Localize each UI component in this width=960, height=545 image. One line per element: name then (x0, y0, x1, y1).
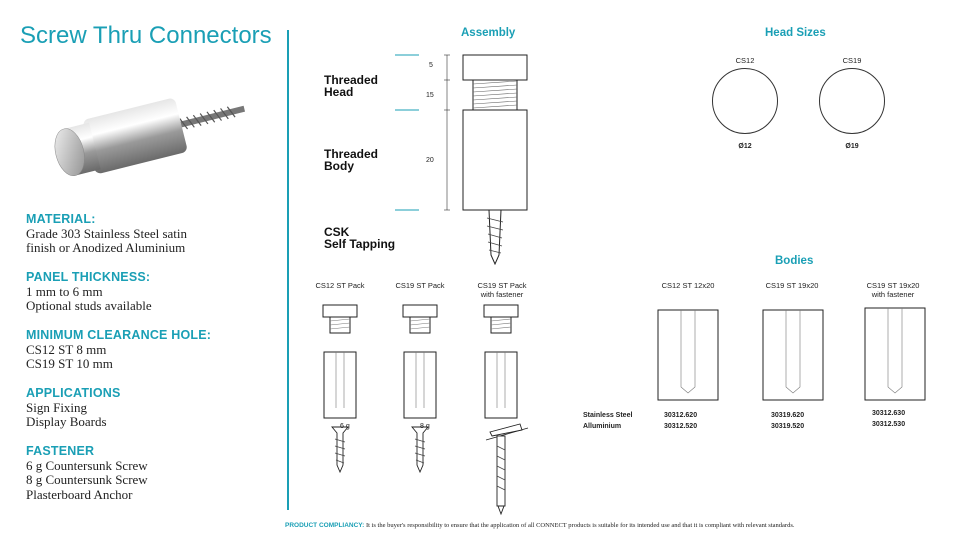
page-title: Screw Thru Connectors (20, 22, 272, 49)
pack-label: CS12 ST Pack (315, 281, 365, 290)
spec-line: 1 mm to 6 mm (26, 283, 103, 299)
spec-heading: MATERIAL: (26, 212, 96, 226)
screw-size-label: 8 g (420, 423, 430, 430)
bodies-drawing (655, 305, 935, 405)
spec-line: CS12 ST 8 mm (26, 341, 107, 357)
spec-line: Grade 303 Stainless Steel satin (26, 225, 188, 241)
assembly-drawing (393, 50, 533, 265)
body-row-labels (583, 410, 632, 432)
spec-line: 6 g Countersunk Screw (26, 457, 148, 473)
spec-fastener (26, 444, 148, 502)
compliance-label: PRODUCT COMPLIANCY: (285, 522, 365, 529)
row-label-aluminium: Alluminium (583, 423, 622, 430)
section-divider (287, 30, 289, 510)
label-threaded-head: Threaded Head (324, 73, 379, 99)
bodies-heading: Bodies (775, 255, 814, 267)
head-size-name: CS12 (735, 56, 755, 65)
compliance-footer (285, 522, 794, 529)
product-code: 30312.520 (664, 423, 698, 430)
spec-line: Display Boards (26, 414, 107, 429)
product-code: 30319.520 (771, 423, 805, 430)
spec-heading: MINIMUM CLEARANCE HOLE: (26, 328, 212, 342)
head-size-dia: Ø12 (738, 143, 752, 150)
dim-5: 5 (429, 62, 433, 69)
spec-heading: FASTENER (26, 444, 95, 458)
product-code: 30319.620 (771, 412, 805, 419)
head-size-dia: Ø19 (845, 143, 859, 150)
spec-heading: PANEL THICKNESS: (26, 270, 151, 284)
body-name: CS19 ST 19x20 with fastener (866, 281, 920, 299)
spec-material (26, 212, 187, 256)
body-name: CS19 ST 19x20 (765, 281, 819, 290)
dim-15: 15 (426, 92, 434, 99)
label-csk-self-tapping: CSK Self Tapping (324, 225, 396, 251)
body-codes (664, 410, 697, 432)
compliance-text: It is the buyer's responsibility to ensure that the application of all CONNECT products is suitable for its intended use and that it is compliant with relevant standards. (365, 522, 795, 529)
body-name: CS12 ST 12x20 (661, 281, 715, 290)
spec-line: CS19 ST 10 mm (26, 356, 113, 371)
dim-20: 20 (426, 157, 434, 164)
product-code: 30312.620 (664, 412, 698, 419)
product-code: 30312.530 (872, 421, 906, 428)
pack-label: CS19 ST Pack with fastener (477, 281, 527, 299)
spec-clearance-hole (26, 328, 211, 372)
body-codes (872, 408, 905, 430)
spec-panel-thickness (26, 270, 152, 314)
spec-heading: APPLICATIONS (26, 386, 121, 400)
label-threaded-body: Threaded Body (324, 147, 379, 173)
screw-size-label: 6 g (340, 423, 350, 430)
product-photo (30, 85, 260, 195)
spec-line: Plasterboard Anchor (26, 486, 133, 502)
body-codes (771, 410, 804, 432)
assembly-heading: Assembly (461, 27, 516, 39)
packs-drawing (316, 300, 536, 520)
spec-line: 8 g Countersunk Screw (26, 472, 148, 487)
row-label-stainless: Stainless Steel (583, 412, 633, 419)
head-circle-cs12 (712, 68, 778, 134)
spec-line: Optional studs available (26, 298, 152, 313)
spec-line: Sign Fixing (26, 399, 88, 415)
head-circle-cs19 (819, 68, 885, 134)
head-size-name: CS19 (842, 56, 862, 65)
product-code: 30312.630 (872, 410, 906, 417)
spec-applications (26, 386, 121, 430)
head-sizes-heading: Head Sizes (765, 27, 826, 39)
spec-line: finish or Anodized Aluminium (26, 240, 186, 255)
pack-label: CS19 ST Pack (395, 281, 445, 290)
